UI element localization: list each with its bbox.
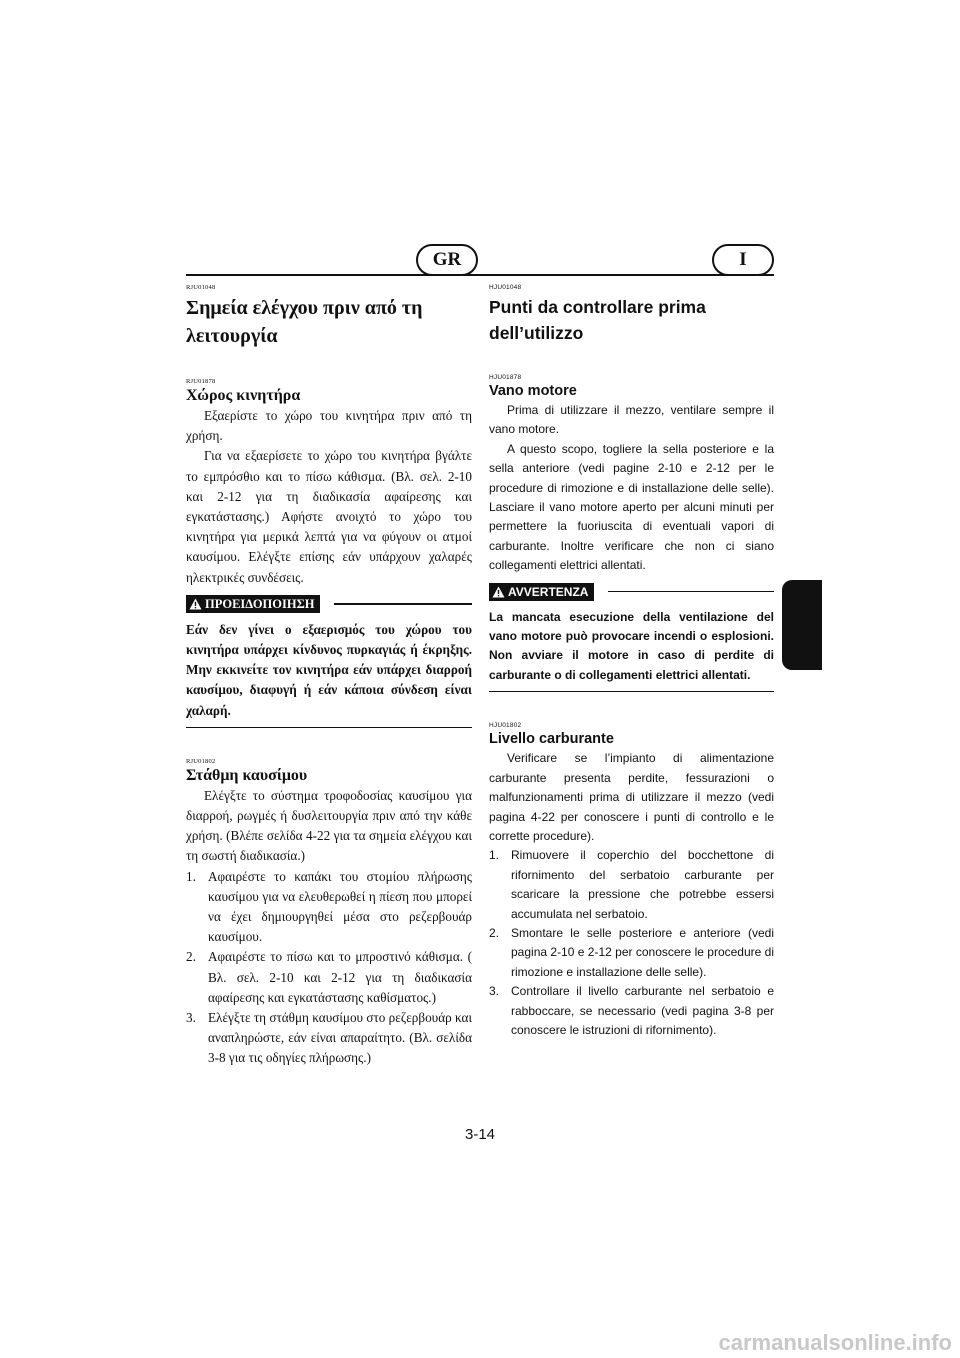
step-text: Rimuovere il coperchio del bocchettone di rifornimento del serbatoio carburante per scaricare la pressione che potrebbe essersi accumulata nel serbatoio. [511, 848, 774, 921]
page-title [186, 294, 472, 350]
list-item [186, 867, 472, 948]
step-text: Αφαιρέστε το πίσω και το μπροστινό κάθισμα. ( Βλ. σελ. 2-10 και 2-12 για τη διαδικασία αφαίρεσης και εγκατάστασης καθίσματος.) [208, 949, 472, 1005]
page-title-line1: Σημεία ελέγχου πριν από τη [186, 297, 423, 319]
engine-para1: Εξαερίστε το χώρο του κινητήρα πριν από τη χρήση. [186, 408, 472, 444]
engine-para2: Για να εξαερίσετε το χώρο του κινητήρα βγάλτε το εμπρόσθιο και το πίσω κάθισμα. (Βλ. σελ. 2-10 και 2-12 για τη διαδικασία αφαίρεσης και εγκατάστασης.) Αφήστε ανοιχτό το χώρο του κινητήρα για μερικά λεπτά για να φύγουν οι ατμοί καυσίμου. Ελέγξτε επίσης εάν υπάρχουν χαλαρές ηλεκτρικές συνδέσεις. [186, 448, 472, 585]
engine-section-code: RJU01878 [186, 378, 216, 385]
warning-text: La mancata esecuzione della ventilazione del vano motore può provocare incendi o esplosioni. Non avviare il motore in caso di perdite di carburante o di collegamenti elettrici allentati. [489, 608, 774, 693]
warning-rule [334, 603, 472, 605]
step-number: 1. [186, 868, 196, 884]
page-title [489, 294, 774, 346]
step-number: 3. [489, 984, 500, 999]
step-text: Smontare le selle posteriore e anteriore (vedi pagina 2-10 e 2-12 per conoscere le procedure di rimozione e installazione delle selle). [511, 925, 774, 979]
fuel-heading: Στάθμη καυσίμου [186, 766, 308, 784]
page-title-line2: λειτουργία [186, 325, 278, 347]
fuel-section-code: HJU01802 [489, 722, 522, 730]
warning-label-text: ΠΡΟΕΙΔΟΠΟΙΗΣΗ [205, 596, 315, 611]
fuel-section-code: RJU01802 [186, 757, 216, 765]
step-text: Controllare il livello carburante nel serbatoio e rabboccare, se necessario (vedi pagina 3-8 per conoscere le istruzioni di rifornimento). [511, 984, 774, 1037]
italian-column [489, 284, 774, 1040]
engine-heading: Χώρος κινητήρα [186, 387, 301, 404]
page-title-line2: dell’utilizzo [489, 323, 584, 343]
step-number: 1. [489, 848, 500, 863]
fuel-steps [489, 846, 774, 1040]
step-text: Αφαιρέστε το καπάκι του στομίου πλήρωσης καυσίμου για να ελευθερωθεί η πίεση που μπορεί να έχει δημιουργηθεί μέσα στο ρεζερβουάρ καυσίμου. [208, 868, 472, 945]
engine-para1: Prima di utilizzare il mezzo, ventilare sempre il vano motore. [489, 403, 774, 437]
page-title-line1: Punti da controllare prima [489, 297, 706, 317]
warning-triangle-icon [189, 598, 202, 610]
step-number: 2. [489, 925, 500, 940]
chapter-side-tab [782, 580, 822, 670]
warning-label-text: AVVERTENZA [508, 584, 589, 599]
list-item [489, 846, 774, 924]
warning-header [489, 582, 774, 602]
language-badge-i: I [712, 244, 774, 276]
greek-column [186, 284, 472, 1069]
fuel-heading: Livello carburante [489, 731, 614, 748]
warning-triangle-icon [492, 586, 505, 598]
language-badge-gr: GR [416, 244, 478, 276]
step-text: Ελέγξτε τη στάθμη καυσίμου στο ρεζερβουάρ και αναπληρώστε, εάν είναι απαραίτητο. (Βλ. σελίδα 3-8 για τις οδηγίες πλήρωσης.) [208, 1010, 472, 1066]
warning-label [489, 583, 594, 601]
page-number: 3-14 [464, 1126, 496, 1143]
watermark: carmanualsonline.info [718, 1330, 952, 1355]
list-item [186, 947, 472, 1008]
engine-heading: Vano motore [489, 383, 577, 399]
header-rule [186, 274, 774, 276]
engine-section-code: HJU01878 [489, 374, 522, 381]
list-item [489, 982, 774, 1040]
engine-para2: A questo scopo, togliere la sella posteriore e la sella anteriore (vedi pagine 2-10 e 2-12 per le procedure di rimozione e di installazione delle selle). Lasciare il vano motore aperto per alcuni minuti per permettere la fuoriuscita di eventuali vapori di carburante. Inoltre verificare che non ci siano collegamenti elettrici allentati. [489, 441, 774, 573]
step-number: 2. [186, 949, 196, 965]
list-item [489, 924, 774, 982]
list-item [186, 1008, 472, 1069]
warning-rule [608, 591, 774, 593]
warning-label [186, 595, 320, 613]
step-number: 3. [186, 1010, 196, 1026]
fuel-intro: Verificare se l’impianto di alimentazione carburante presenta perdite, fessurazioni o malfunzionamenti prima di utilizzare il mezzo (vedi pagina 4-22 per conoscere i punti di controllo e le corrette procedure). [489, 751, 774, 843]
warning-header [186, 594, 472, 614]
warning-text: Εάν δεν γίνει ο εξαερισμός του χώρου του κινητήρα υπάρχει κίνδυνος πυρκαγιάς ή έκρηξης. Μην εκκινείτε τον κινητήρα εάν υπάρχει διαρροή καυσίμου, διαφυγή ή εάν κάποια σύνδεση είναι χαλαρή. [186, 620, 472, 728]
section-code: RJU01048 [186, 284, 216, 291]
section-code: HJU01048 [489, 284, 522, 291]
fuel-intro: Ελέγξτε το σύστημα τροφοδοσίας καυσίμου για διαρροή, ρωγμές ή δυσλειτουργία πριν από την κάθε χρήση. (Βλέπε σελίδα 4-22 για τα σημεία ελέγχου και τη σωστή διαδικασία.) [186, 787, 472, 864]
fuel-steps [186, 867, 472, 1069]
